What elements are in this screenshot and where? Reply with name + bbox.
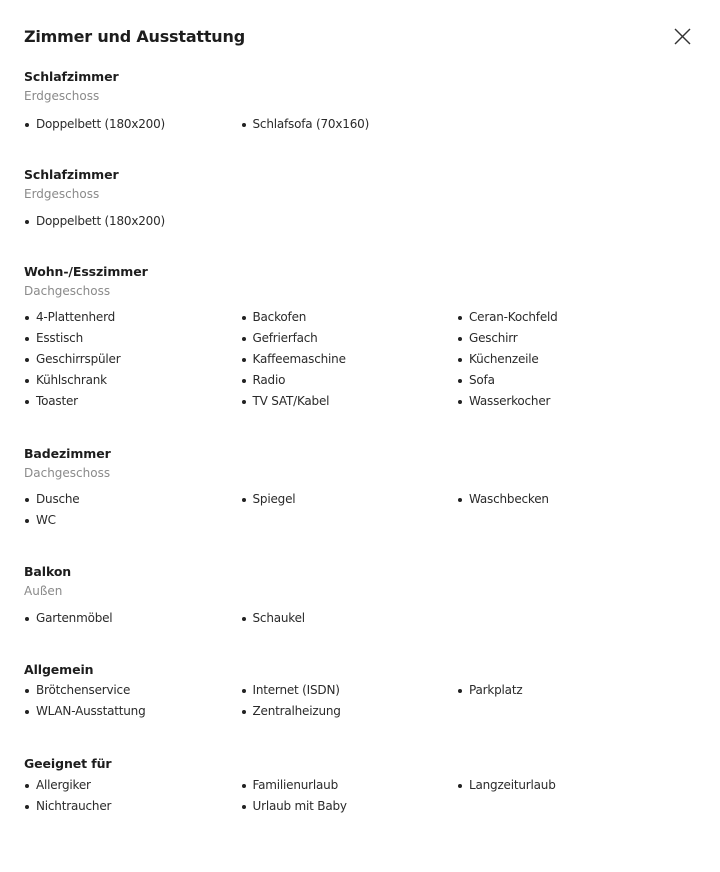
list-item: Gefrierfach (241, 328, 458, 349)
list-item: Schaukel (241, 608, 458, 629)
list-item: Parkplatz (457, 680, 674, 701)
section-title: Wohn-/Esszimmer (24, 264, 148, 279)
room-section-schlafzimmer-1 (24, 69, 704, 135)
list-item: TV SAT/Kabel (241, 391, 458, 412)
section-floor: Erdgeschoss (24, 89, 100, 103)
amenity-list (24, 608, 704, 629)
amenity-list (24, 680, 704, 722)
dialog-title: Zimmer und Ausstattung (24, 27, 245, 46)
list-item: Familienurlaub (241, 775, 458, 796)
close-icon (668, 22, 696, 50)
list-item: Küchenzeile (457, 349, 674, 370)
list-item: Waschbecken (457, 489, 674, 510)
close-button[interactable] (668, 22, 696, 50)
list-item: Radio (241, 370, 458, 391)
list-item: WLAN-Ausstattung (24, 701, 241, 722)
section-title: Schlafzimmer (24, 167, 119, 182)
section-floor: Dachgeschoss (24, 284, 111, 298)
section-allgemein (24, 662, 704, 722)
list-item: Doppelbett (180x200) (24, 114, 241, 135)
section-title: Allgemein (24, 662, 94, 677)
amenity-list (24, 489, 704, 531)
list-item: Doppelbett (180x200) (24, 211, 241, 232)
list-item: Backofen (241, 307, 458, 328)
section-floor: Dachgeschoss (24, 466, 111, 480)
list-item: WC (24, 510, 241, 531)
list-item: Urlaub mit Baby (241, 796, 458, 817)
section-title: Geeignet für (24, 756, 112, 771)
list-item: Sofa (457, 370, 674, 391)
list-item: Zentralheizung (241, 701, 458, 722)
section-title: Balkon (24, 564, 72, 579)
list-item: Kühlschrank (24, 370, 241, 391)
list-item: Wasserkocher (457, 391, 674, 412)
list-item: Internet (ISDN) (241, 680, 458, 701)
list-item: Dusche (24, 489, 241, 510)
list-item: Ceran-Kochfeld (457, 307, 674, 328)
section-title: Schlafzimmer (24, 69, 119, 84)
section-floor: Erdgeschoss (24, 187, 100, 201)
list-item: Nichtraucher (24, 796, 241, 817)
list-item: Geschirr (457, 328, 674, 349)
room-section-schlafzimmer-2 (24, 167, 704, 232)
section-geeignet-fuer (24, 756, 704, 817)
list-item: Spiegel (241, 489, 458, 510)
room-section-wohn-esszimmer (24, 264, 704, 412)
amenity-list (24, 211, 704, 232)
list-item: Esstisch (24, 328, 241, 349)
list-item: Geschirrspüler (24, 349, 241, 370)
section-floor: Außen (24, 584, 63, 598)
section-title: Badezimmer (24, 446, 111, 461)
list-item: Schlafsofa (70x160) (241, 114, 458, 135)
amenity-list (24, 114, 704, 135)
room-section-balkon (24, 564, 704, 629)
list-item: Toaster (24, 391, 241, 412)
list-item: Langzeiturlaub (457, 775, 674, 796)
amenity-list (24, 775, 704, 817)
list-item: Kaffeemaschine (241, 349, 458, 370)
room-section-badezimmer (24, 446, 704, 531)
list-item: Gartenmöbel (24, 608, 241, 629)
list-item: Brötchenservice (24, 680, 241, 701)
amenity-list (24, 307, 704, 412)
list-item: Allergiker (24, 775, 241, 796)
list-item: 4-Plattenherd (24, 307, 241, 328)
